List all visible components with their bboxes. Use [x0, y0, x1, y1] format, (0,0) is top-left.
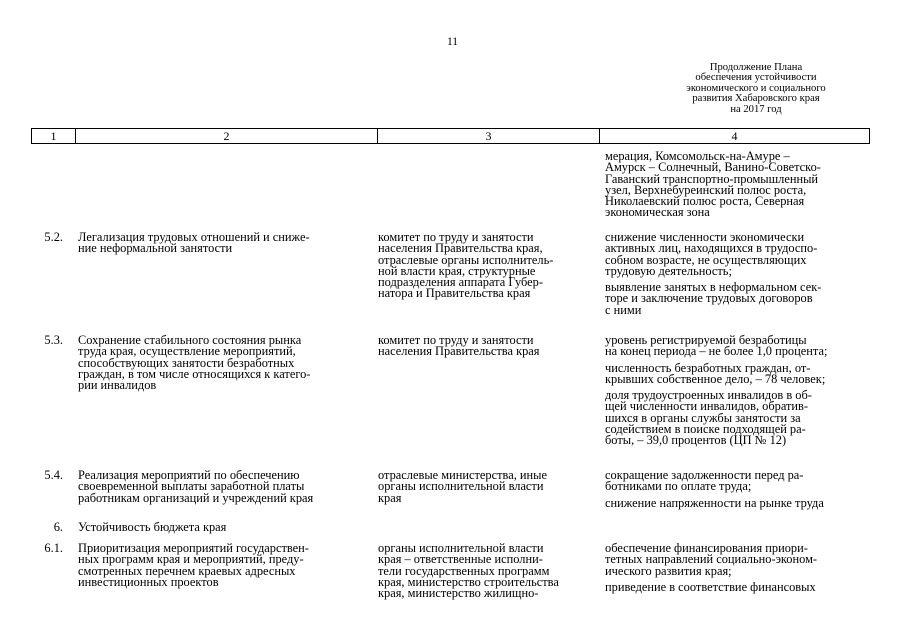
text-line: комитет по труду и занятости [378, 230, 534, 244]
text-line: своевременной выплаты заработной платы [78, 479, 305, 494]
text-line: органы исполнительной власти [378, 541, 544, 555]
column-header-3: 3 [378, 129, 600, 143]
text-line: инвестиционных проектов [78, 574, 219, 589]
text-line: доля трудоустроенных инвалидов в об- [605, 388, 812, 403]
text-line: с ними [605, 302, 642, 317]
row-results [605, 335, 827, 447]
heading-line: экономического и социального [686, 82, 826, 94]
text-line: тетных направлений социально-эконом- [605, 552, 818, 567]
row-number: 5.3. [44, 333, 63, 347]
text-line: шихся в органы службы занятости за [605, 410, 801, 425]
row-number: 5.2. [44, 230, 63, 244]
text-line: боты, – 39,0 процентов (ЦП № 12) [605, 433, 787, 448]
text-line: тели государственных программ [378, 563, 550, 578]
text-line: рии инвалидов [78, 378, 157, 393]
text-line: отраслевые министерства, иные [378, 468, 547, 482]
row-responsible [378, 543, 559, 599]
text-line: ных программ края и мероприятий, преду- [78, 552, 304, 567]
text-line: граждан, в том числе относящихся к катего- [78, 366, 311, 381]
text-line: края – ответственные исполни- [378, 552, 543, 567]
page-number: 11 [446, 36, 459, 48]
text-line: численность безработных граждан, от- [605, 360, 811, 375]
text-line: края, министерство жилищно- [378, 586, 539, 601]
text-line: приведение в соответствие финансовых [605, 579, 816, 594]
text-line: труда края, осуществление мероприятий, [78, 344, 296, 359]
document-heading [651, 63, 861, 115]
text-line: снижение напряженности на рынке труда [605, 495, 824, 510]
row-responsible [378, 232, 553, 300]
column-header-1: 1 [32, 129, 76, 143]
table-header-row [31, 128, 870, 144]
row-title [78, 335, 310, 391]
text-line: отраслевые органы исполнитель- [378, 252, 554, 267]
heading-line: Продолжение Плана [709, 62, 803, 73]
text-line: на конец периода – не более 1,0 процента; [605, 344, 828, 359]
heading-line: обеспечения устойчивости [695, 72, 817, 84]
text-line: подразделения аппарата Губер- [378, 275, 544, 290]
text-line: Гаванский транспортно-промышленный [605, 171, 819, 186]
text-line: Николаевский полюс роста, Северная [605, 194, 805, 209]
text-line: ического развития края; [605, 563, 732, 578]
row-responsible [378, 470, 547, 504]
section-title [78, 522, 226, 533]
text-line: крывших собственное дело, – 78 человек; [605, 371, 826, 386]
text-line: смотренных перечнем краевых адресных [78, 563, 296, 578]
heading-line: развития Хабаровского края [692, 93, 820, 105]
row-number: 6.1. [44, 541, 63, 555]
text-line: комитет по труду и занятости [378, 333, 534, 347]
row-results [605, 543, 817, 593]
text-line: Сохранение стабильного состояния рынка [78, 333, 302, 347]
column-header-2: 2 [76, 129, 378, 143]
text-line: активных лиц, находящихся в трудоспо- [605, 241, 818, 256]
text-line: края, министерство строительства [378, 574, 559, 589]
text-line: населения Правительства края, [378, 241, 543, 256]
text-line: Реализация мероприятий по обеспечению [78, 468, 300, 482]
text-line: снижение численности экономически [605, 230, 805, 244]
row-title [78, 232, 310, 255]
row-number: 6. [53, 520, 63, 534]
row-number: 5.4. [44, 468, 63, 482]
text-line: обеспечение финансирования приори- [605, 541, 808, 555]
row-responsible [378, 335, 540, 358]
text-line: узел, Верхнебуреинский полюс роста, [605, 182, 807, 197]
text-line: Устойчивость бюджета края [78, 520, 227, 534]
text-line: населения Правительства края [378, 344, 540, 359]
row-results [605, 232, 821, 316]
text-line: торе и заключение трудовых договоров [605, 291, 813, 306]
text-line: способствующих занятости безработных [78, 355, 295, 370]
text-line: Приоритизация мероприятий государствен- [78, 541, 309, 555]
text-line: работникам организаций и учреждений края [78, 490, 314, 505]
continuation-cell [605, 151, 821, 219]
text-line: Амурск – Солнечный, Ванино-Советско- [605, 160, 821, 175]
text-line: органы исполнительной власти [378, 479, 544, 494]
text-line: собном возрасте, не осуществляющих [605, 252, 807, 267]
text-line: ние неформальной занятости [78, 241, 233, 256]
row-title [78, 470, 313, 504]
text-line: края [378, 490, 402, 505]
text-line: Легализация трудовых отношений и сниже- [78, 230, 310, 244]
column-header-4: 4 [731, 129, 738, 143]
text-line: трудовую деятельность; [605, 263, 732, 278]
text-line: мерация, Комсомольск-на-Амуре – [605, 149, 790, 163]
heading-line: на 2017 год [730, 103, 782, 115]
text-line: выявление занятых в неформальном сек- [605, 280, 822, 295]
text-line: сокращение задолженности перед ра- [605, 468, 804, 482]
text-line: ной власти края, структурные [378, 263, 536, 278]
text-line: содействием в поиске подходящей ра- [605, 422, 806, 437]
text-line: ботниками по оплате труда; [605, 479, 752, 494]
text-line: щей численности инвалидов, обратив- [605, 399, 809, 414]
text-line: уровень регистрируемой безработицы [605, 333, 807, 347]
row-title [78, 543, 309, 588]
text-line: натора и Правительства края [378, 286, 531, 301]
row-results [605, 470, 824, 509]
text-line: экономическая зона [605, 205, 710, 220]
